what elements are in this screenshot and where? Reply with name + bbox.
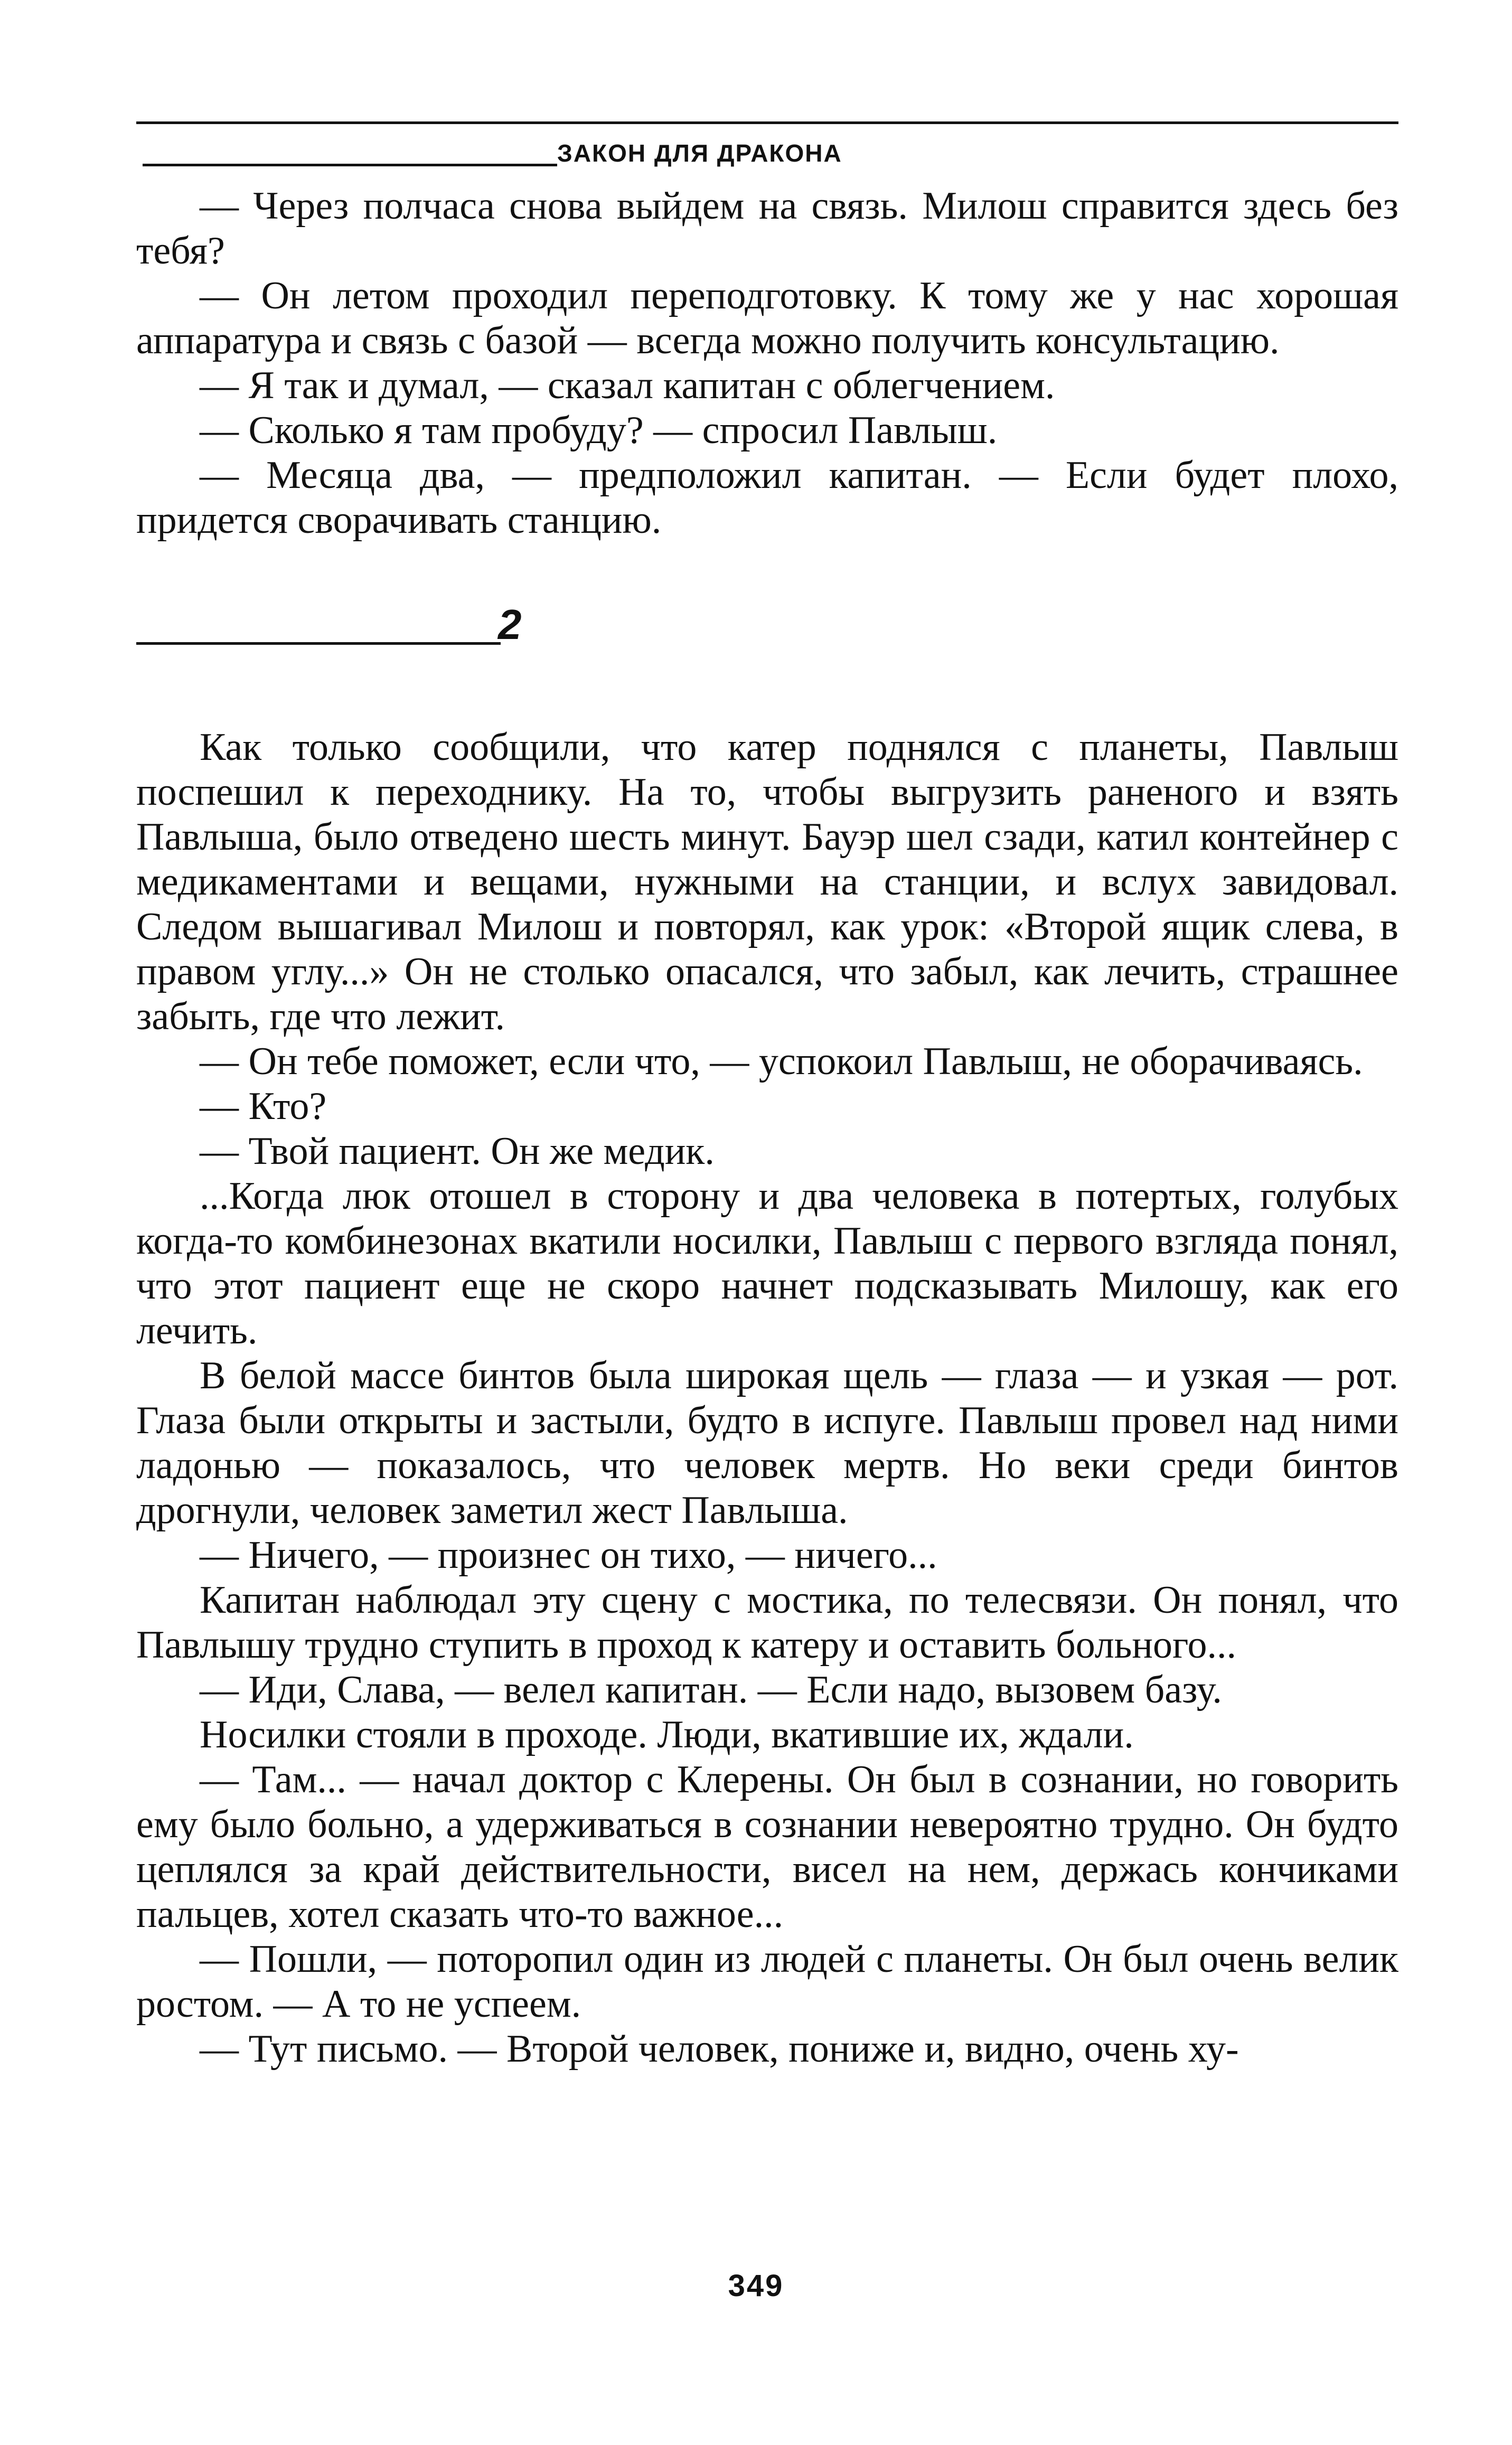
section-heading bbox=[136, 543, 1398, 725]
paragraph: — Он летом проходил переподготовку. К тому же у нас хорошая аппаратура и связь с базой — всегда можно получить консультацию. bbox=[136, 274, 1398, 362]
paragraph: — Через полчаса снова выйдем на связь. Милош справится здесь без тебя? bbox=[136, 184, 1398, 272]
header-row bbox=[136, 137, 1398, 169]
paragraph: Носилки стояли в проходе. Люди, вкатившие их, ждали. bbox=[200, 1713, 1134, 1756]
paragraph: — Ничего, — произнес он тихо, — ничего... bbox=[200, 1534, 937, 1577]
header-top-rule bbox=[136, 121, 1398, 124]
section-text-block bbox=[136, 725, 1398, 2072]
paragraph: — Тут письмо. — Второй человек, пониже и, видно, очень ху- bbox=[200, 2027, 1239, 2071]
paragraph: — Месяца два, — предположил капитан. — Если будет плохо, придется сворачивать станцию. bbox=[136, 454, 1398, 542]
paragraph: — Сколько я там пробуду? — спросил Павлыш. bbox=[200, 409, 998, 452]
section-number: 2 bbox=[498, 601, 522, 648]
page-number: 349 bbox=[728, 2269, 784, 2303]
running-title: ЗАКОН ДЛЯ ДРАКОНА bbox=[557, 139, 842, 167]
book-page bbox=[136, 121, 1398, 2072]
paragraph: — Иди, Слава, — велел капитан. — Если надо, вызовем базу. bbox=[200, 1668, 1222, 1712]
top-text-block bbox=[136, 184, 1398, 543]
paragraph: — Кто? bbox=[200, 1085, 327, 1128]
paragraph: — Там... — начал доктор с Клерены. Он был в сознании, но говорить ему было больно, а удерживаться в сознании невероятно трудно. Он будто цеплялся за край действительности, висел на нем, держась кончиками пальцев, хотел сказать что-то важное... bbox=[136, 1758, 1398, 1936]
section-rule bbox=[136, 642, 501, 645]
page-header bbox=[136, 121, 1398, 180]
paragraph: В белой массе бинтов была широкая щель — глаза — и узкая — рот. Глаза были открыты и застыли, будто в испуге. Павлыш провел над ними ладонью — показалось, что человек мертв. Но веки среди бинтов дрогнули, человек заметил жест Павлыша. bbox=[136, 1354, 1398, 1532]
header-left-rule bbox=[143, 164, 557, 166]
paragraph: — Я так и думал, — сказал капитан с облегчением. bbox=[200, 364, 1055, 407]
paragraph: — Твой пациент. Он же медик. bbox=[200, 1130, 715, 1173]
paragraph: Капитан наблюдал эту сцену с мостика, по телесвязи. Он понял, что Павлышу трудно ступить в проход к катеру и оставить больного... bbox=[136, 1578, 1398, 1667]
paragraph: — Он тебе поможет, если что, — успокоил Павлыш, не оборачиваясь. bbox=[200, 1040, 1363, 1083]
paragraph: Как только сообщили, что катер поднялся с планеты, Павлыш поспешил к переходнику. На то, чтобы выгрузить раненого и взять Павлыша, было отведено шесть минут. Бауэр шел сзади, катил контейнер с медикаментами и вещами, нужными на станции, и вслух завидовал. Следом вышагивал Милош и повторял, как урок: «Второй ящик слева, в правом углу...» Он не столько опасался, что забыл, как лечить, страшнее забыть, где что лежит. bbox=[136, 726, 1398, 1038]
paragraph: ...Когда люк отошел в сторону и два человека в потертых, голубых когда-то комбинезонах вкатили носилки, Павлыш с первого взгляда понял, что этот пациент еще не скоро начнет подсказывать Милошу, как его лечить. bbox=[136, 1174, 1398, 1352]
paragraph: — Пошли, — поторопил один из людей с планеты. Он был очень велик ростом. — А то не успеем. bbox=[136, 1938, 1398, 2026]
